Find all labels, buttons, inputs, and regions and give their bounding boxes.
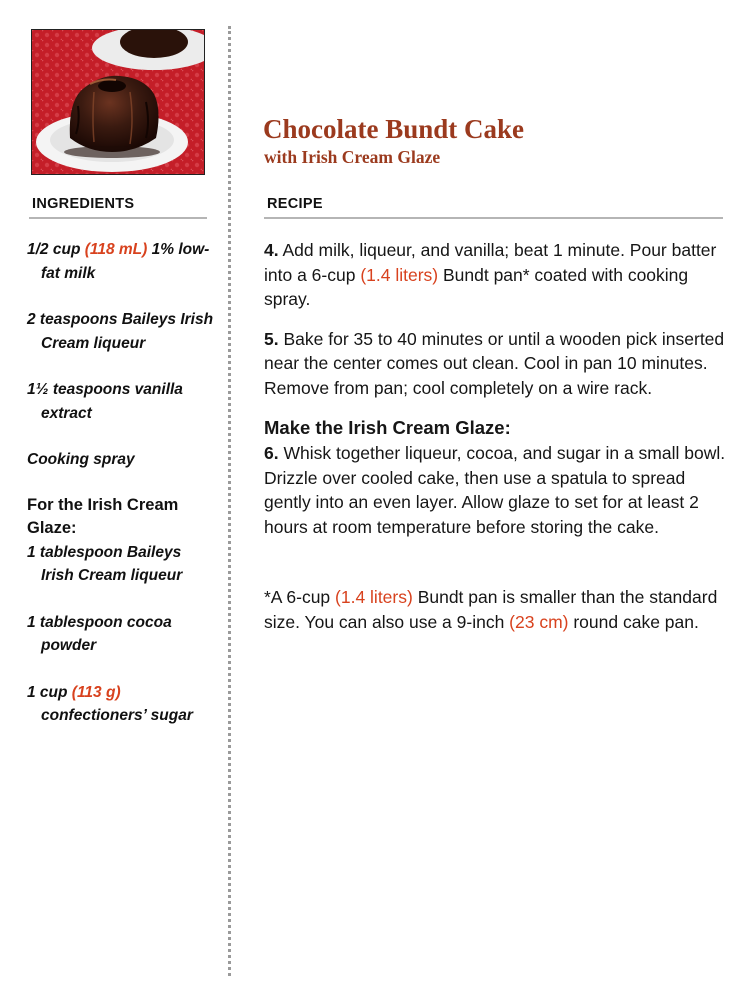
ingredient-item [27,448,217,472]
metric-amount: (118 mL) [84,241,148,258]
metric-amount: (1.4 liters) [360,264,439,285]
step-number: 6. [264,443,279,463]
step-number: 4. [264,240,279,260]
ingredient-text: 1 cup [27,683,72,701]
recipe-step-6 [264,441,726,539]
step-text: Add milk, liqueur, and vanilla; beat 1 minute. Pour batter into a 6-cup [264,240,717,285]
recipe-steps [264,238,726,649]
ingredients-header [29,193,207,219]
ingredient-item [27,681,217,728]
metric-amount: (113 g) [71,683,121,701]
step-text: Bundt pan* coated with cooking spray. [264,264,689,309]
step-number: 5. [264,328,279,349]
ingredient-text: Cooking spray [27,451,135,468]
recipe-step-4 [264,238,726,312]
column-divider [228,26,231,976]
page-subtitle: with Irish Cream Glaze [264,147,441,167]
ingredients-list [27,238,217,751]
recipe-heading: RECIPE [267,196,323,212]
ingredient-text: 1 tablespoon Baileys Irish Cream liqueur [27,543,183,584]
step-text: Bake for 35 to 40 minutes or until a wooden pick inserted near the center comes out clean. Cool in pan 10 minutes. Remove from pan; cool completely on a wire rack. [264,328,725,398]
footnote [264,585,726,634]
metric-amount: (1.4 liters) [335,587,413,607]
ingredient-text: 1 tablespoon cocoa powder [27,613,172,654]
note-text: round cake pan. [568,611,699,632]
recipe-header [264,193,723,219]
ingredient-text: 1% low-fat milk [41,241,210,282]
ingredient-item [27,541,217,588]
ingredient-text: 1/2 cup [27,241,85,258]
note-text: *A 6-cup [264,587,336,607]
ingredient-item [27,308,217,355]
ingredient-text: 2 teaspoons Baileys Irish Cream liqueur [27,311,214,352]
cake-photo [31,29,205,175]
ingredient-text: confectioners’ sugar [41,707,193,724]
step-text: Whisk together liqueur, cocoa, and sugar in a small bowl. Drizzle over cooled cake, then use a spatula to spread gently into an even layer. Allow glaze to set for at least 2 hours at room temperature before storing the cake. [264,443,726,537]
glaze-heading: Make the Irish Cream Glaze: [264,417,511,438]
page-title: Chocolate Bundt Cake [263,114,525,144]
recipe-step-5 [264,327,726,401]
ingredient-item [27,238,217,285]
note-text: Bundt pan is smaller than the standard size. You can also use a 9-inch [264,587,718,632]
cake-photo-icon [32,30,204,174]
glaze-ingredients-heading: For the Irish Cream Glaze: [27,495,179,537]
ingredient-item [27,378,217,425]
ingredient-item [27,611,217,658]
metric-amount: (23 cm) [509,611,569,632]
ingredients-heading: INGREDIENTS [32,196,135,212]
ingredient-text: 1½ teaspoons vanilla extract [27,381,183,422]
